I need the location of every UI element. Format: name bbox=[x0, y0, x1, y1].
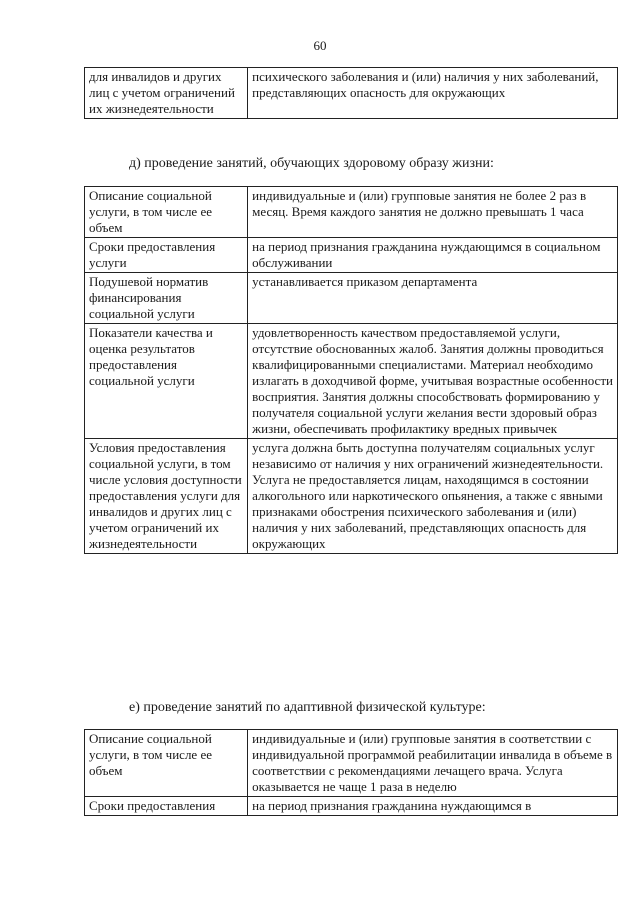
row-value: удовлетворенность качеством предоставляемой услуги, отсутствие обоснованных жалоб. Занятия должны проводиться квалифицированными специалистами. Материал необходимо излагать в доходчивой форме, учитывая возрастные особенности восприятия. Занятия должны способствовать формированию у получателя социальной услуги желания вести здоровый образ жизни, обеспечивать профилактику вредных привычек bbox=[248, 324, 618, 439]
row-value: на период признания гражданина нуждающимся в социальном обслуживании bbox=[248, 238, 618, 273]
table-row bbox=[85, 797, 618, 816]
row-label: Сроки предоставления услуги bbox=[85, 238, 248, 273]
row-label: Описание социальной услуги, в том числе ее объем bbox=[85, 730, 248, 797]
section-heading-e: е) проведение занятий по адаптивной физической культуре: bbox=[129, 700, 486, 715]
row-value: услуга должна быть доступна получателям социальных услуг независимо от наличия у них ограничений жизнедеятельности. Услуга не предоставляется лицам, находящимся в состоянии алкогольного или наркотического опьянения, а также с явными признаками обострения психического заболевания и (или) наличия у них заболеваний, представляющих опасность для окружающих bbox=[248, 439, 618, 554]
table-row bbox=[85, 324, 618, 439]
table-row bbox=[85, 68, 618, 119]
top-continuation-table bbox=[84, 67, 618, 119]
row-label: для инвалидов и других лиц с учетом ограничений их жизнедеятельности bbox=[85, 68, 248, 119]
row-label: Сроки предоставления bbox=[85, 797, 248, 816]
row-label: Показатели качества и оценка результатов предоставления социальной услуги bbox=[85, 324, 248, 439]
table-row bbox=[85, 238, 618, 273]
row-value: индивидуальные и (или) групповые занятия в соответствии с индивидуальной программой реабилитации инвалида в объеме в соответствии с рекомендациями лечащего врача. Услуга оказывается не чаще 1 раза в неделю bbox=[248, 730, 618, 797]
row-value: индивидуальные и (или) групповые занятия не более 2 раз в месяц. Время каждого занятия не должно превышать 1 часа bbox=[248, 187, 618, 238]
section-heading-d: д) проведение занятий, обучающих здоровому образу жизни: bbox=[129, 156, 494, 171]
row-value: психического заболевания и (или) наличия у них заболеваний, представляющих опасность для окружающих bbox=[248, 68, 618, 119]
row-value: на период признания гражданина нуждающимся в bbox=[248, 797, 618, 816]
row-value: устанавливается приказом департамента bbox=[248, 273, 618, 324]
table-row bbox=[85, 730, 618, 797]
section-d-table bbox=[84, 186, 618, 554]
table-row bbox=[85, 273, 618, 324]
row-label: Подушевой норматив финансирования социальной услуги bbox=[85, 273, 248, 324]
row-label: Условия предоставления социальной услуги, в том числе условия доступности предоставления услуги для инвалидов и других лиц с учетом ограничений их жизнедеятельности bbox=[85, 439, 248, 554]
section-e-table bbox=[84, 729, 618, 816]
table-row bbox=[85, 187, 618, 238]
row-label: Описание социальной услуги, в том числе ее объем bbox=[85, 187, 248, 238]
page-number: 60 bbox=[313, 38, 327, 53]
table-row bbox=[85, 439, 618, 554]
